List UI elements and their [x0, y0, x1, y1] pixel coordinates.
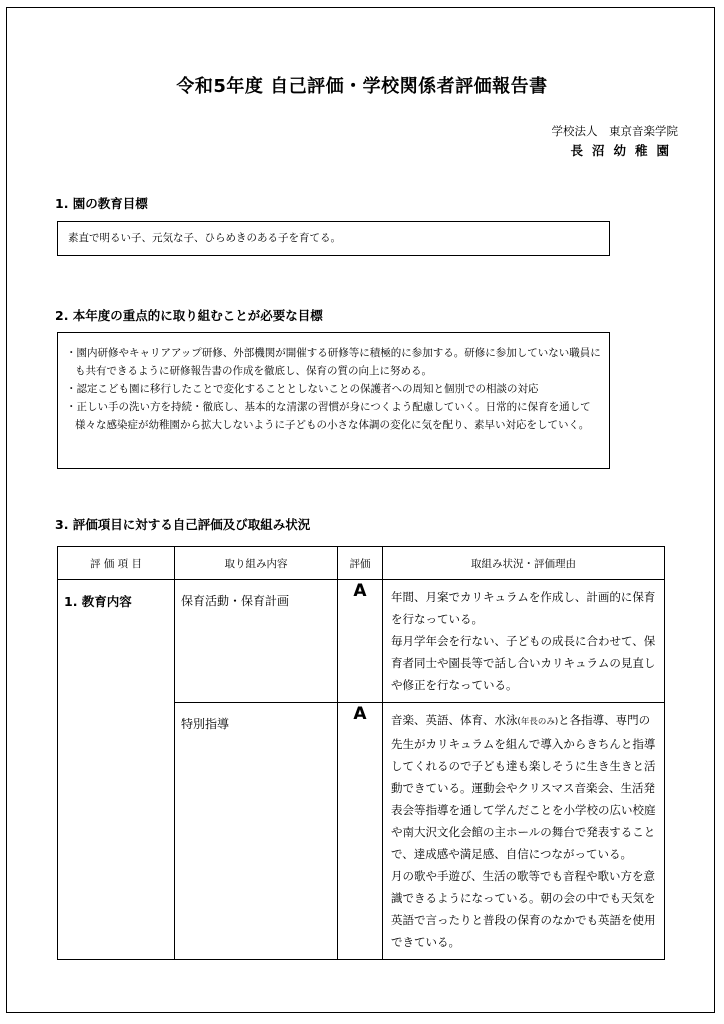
- header-activity: 取り組み内容: [175, 547, 338, 580]
- grade-cell: A: [338, 703, 383, 960]
- section3-heading: 3. 評価項目に対する自己評価及び取組み状況: [55, 517, 311, 532]
- page-title: 令和5年度 自己評価・学校関係者評価報告書: [176, 76, 548, 97]
- header-reason: 取組み状況・評価理由: [383, 547, 665, 580]
- reason-cell: [383, 703, 665, 960]
- table-header-row: [58, 547, 665, 580]
- priority-goal-item: ・正しい手の洗い方を持続・徹底し、基本的な清潔の習慣が身につくよう配慮していく。日常的に保育を通して様々な感染症が幼稚園から拡大しないように子どもの小さな体調の変化に気を配り、素早い対応をしていく。: [66, 401, 591, 431]
- reason-cell: [383, 580, 665, 703]
- header-grade: 評価: [338, 547, 383, 580]
- reason-paragraph: 毎月学年会を行ない、子どもの成長に合わせて、保育者同士や園長等で話し合いカリキュラムの見直しや修正を行なっている。: [391, 634, 656, 692]
- priority-goal-item: ・園内研修やキャリアアップ研修、外部機関が開催する研修等に積極的に参加する。研修に参加していない職員にも共有できるように研修報告書の作成を徹底し、保育の質の向上に努める。: [66, 347, 601, 377]
- reason-note: (年長のみ): [517, 717, 559, 727]
- organization-name: 学校法人 東京音楽学院: [551, 124, 678, 138]
- category-cell: 1. 教育内容: [58, 580, 175, 960]
- reason-text: 音楽、英語、体育、水泳: [391, 713, 518, 727]
- table-row: [58, 580, 665, 703]
- grade-cell: A: [338, 580, 383, 703]
- activity-cell: 特別指導: [175, 703, 338, 960]
- priority-goal-item: ・認定こども園に移行したことで変化することとしないことの保護者への周知と個別での相談の対応: [66, 383, 539, 395]
- evaluation-table: [57, 546, 665, 960]
- priority-goals-box: [57, 332, 610, 469]
- education-goal-box: [57, 221, 610, 256]
- header-eval-item: 評 価 項 目: [58, 547, 175, 580]
- reason-text: と各指導、専門の先生がカリキュラムを組んで導入からきちんと指導してくれるので子ども達も楽しそうに生き生きと活動できている。運動会やクリスマス音楽会、生活発表会等指導を通して学んだことを小学校の広い校庭や南大沢文化会館の主ホールの舞台で発表することで、達成感や満足感、自信につながっている。: [391, 713, 656, 861]
- activity-cell: 保育活動・保育計画: [175, 580, 338, 703]
- kindergarten-name: 長沼幼稚園: [570, 143, 678, 158]
- section1-heading: 1. 園の教育目標: [55, 196, 148, 211]
- reason-paragraph: 月の歌や手遊び、生活の歌等でも音程や歌い方を意識できるようになっている。朝の会の中でも天気を英語で言ったりと普段の保育のなかでも英語を使用できている。: [391, 869, 656, 949]
- education-goal-text: 素直で明るい子、元気な子、ひらめきのある子を育てる。: [68, 232, 341, 244]
- section2-heading: 2. 本年度の重点的に取り組むことが必要な目標: [55, 308, 323, 323]
- reason-paragraph: [391, 709, 656, 865]
- reason-paragraph: 年間、月案でカリキュラムを作成し、計画的に保育を行なっている。: [391, 590, 656, 626]
